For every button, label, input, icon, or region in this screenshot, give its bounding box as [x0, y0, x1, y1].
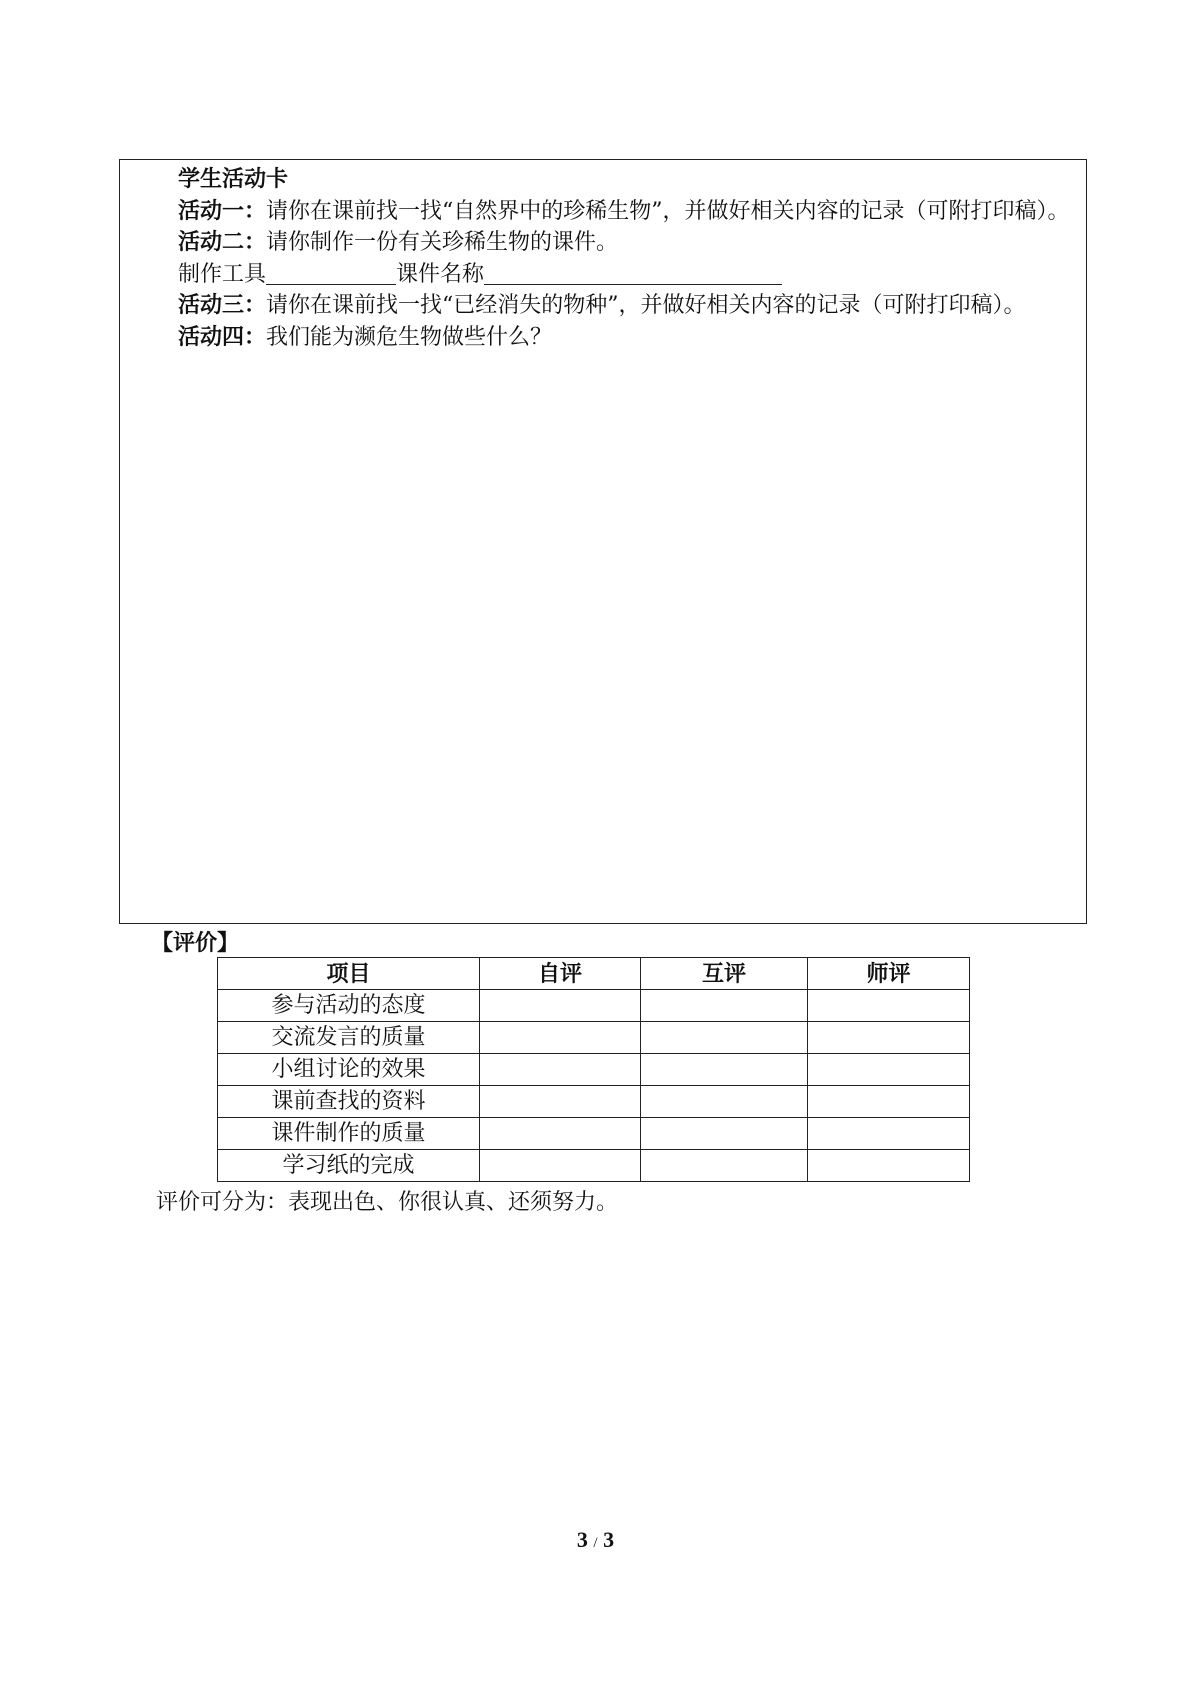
peer-eval-cell[interactable]: [641, 1022, 808, 1054]
table-row: [218, 990, 970, 1022]
evaluation-heading: 【评价】: [151, 930, 240, 956]
table-row: [218, 1054, 970, 1086]
card-title: 学生活动卡: [178, 166, 289, 192]
self-eval-cell[interactable]: [480, 1150, 641, 1182]
peer-eval-cell[interactable]: [641, 1054, 808, 1086]
table-row: [218, 1118, 970, 1150]
table-header-row: [218, 958, 970, 990]
name-label: 课件名称: [396, 261, 485, 287]
header-teacher-eval: 师评: [808, 958, 970, 990]
activity-1: [132, 196, 1072, 228]
self-eval-cell[interactable]: [480, 1086, 641, 1118]
activity-2-label: 活动二：: [178, 229, 267, 255]
self-eval-cell[interactable]: [480, 1022, 641, 1054]
table-row: [218, 1086, 970, 1118]
activity-3: [132, 290, 1072, 322]
tool-blank-field[interactable]: [266, 260, 396, 285]
name-blank-field[interactable]: [484, 260, 782, 285]
row-item-label: 参与活动的态度: [218, 990, 480, 1022]
page-total: 3: [603, 1527, 615, 1552]
table-row: [218, 1150, 970, 1182]
header-peer-eval: 互评: [641, 958, 808, 990]
activity-2: [132, 227, 1072, 259]
teacher-eval-cell[interactable]: [808, 1022, 970, 1054]
row-item-label: 课件制作的质量: [218, 1118, 480, 1150]
page-current: 3: [576, 1527, 588, 1552]
teacher-eval-cell[interactable]: [808, 1054, 970, 1086]
evaluation-note: 评价可分为：表现出色、你很认真、还须努力。: [156, 1190, 619, 1215]
peer-eval-cell[interactable]: [641, 1086, 808, 1118]
activity-4: [132, 322, 1072, 354]
row-item-label: 小组讨论的效果: [218, 1054, 480, 1086]
table-row: [218, 1022, 970, 1054]
self-eval-cell[interactable]: [480, 1118, 641, 1150]
row-item-label: 课前查找的资料: [218, 1086, 480, 1118]
peer-eval-cell[interactable]: [641, 1150, 808, 1182]
teacher-eval-cell[interactable]: [808, 990, 970, 1022]
header-self-eval: 自评: [480, 958, 641, 990]
peer-eval-cell[interactable]: [641, 1118, 808, 1150]
teacher-eval-cell[interactable]: [808, 1150, 970, 1182]
teacher-eval-cell[interactable]: [808, 1086, 970, 1118]
header-item: 项目: [218, 958, 480, 990]
activity-3-text: 请你在课前找一找“已经消失的物种”，并做好相关内容的记录（可附打印稿）。: [266, 293, 1026, 318]
self-eval-cell[interactable]: [480, 1054, 641, 1086]
page-separator: /: [593, 1535, 598, 1551]
tool-label: 制作工具: [178, 261, 267, 287]
row-item-label: 学习纸的完成: [218, 1150, 480, 1182]
evaluation-table: [217, 957, 970, 1182]
page-number: [0, 1527, 1191, 1553]
peer-eval-cell[interactable]: [641, 990, 808, 1022]
activity-1-text: 请你在课前找一找“自然界中的珍稀生物”，并做好相关内容的记录（可附打印稿）。: [266, 198, 1070, 224]
activity-4-label: 活动四：: [178, 323, 267, 350]
activity-3-label: 活动三：: [178, 292, 267, 318]
row-item-label: 交流发言的质量: [218, 1022, 480, 1054]
activity-1-label: 活动一：: [178, 197, 267, 224]
activity-4-text: 我们能为濒危生物做些什么？: [266, 324, 553, 350]
teacher-eval-cell[interactable]: [808, 1118, 970, 1150]
student-activity-card: [119, 159, 1087, 924]
self-eval-cell[interactable]: [480, 990, 641, 1022]
courseware-fields: [132, 259, 1072, 291]
activity-2-text: 请你制作一份有关珍稀生物的课件。: [266, 230, 619, 255]
